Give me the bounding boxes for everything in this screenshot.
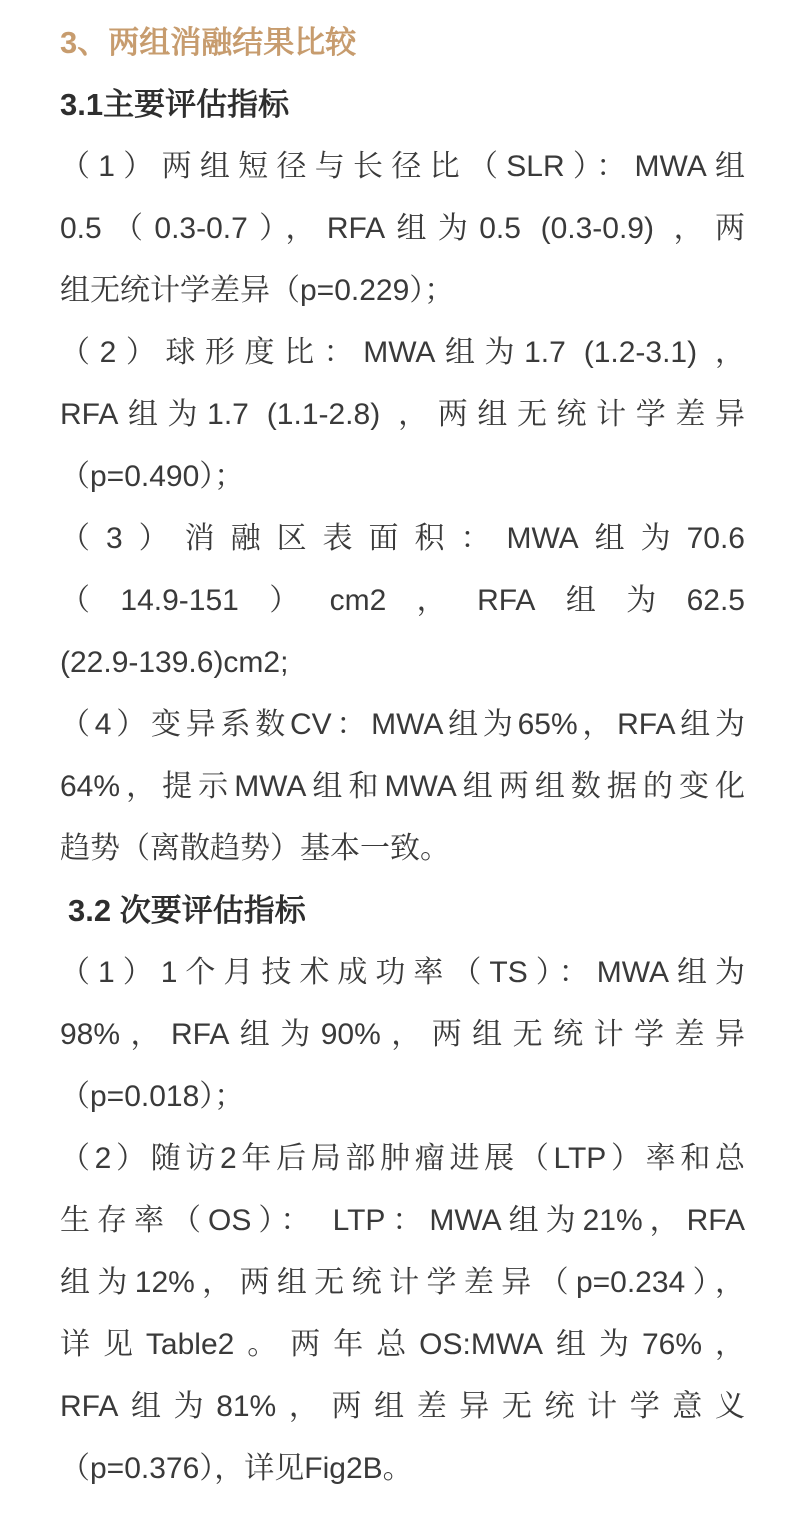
text-line: （1）1个月技术成功率（TS）：MWA组为	[60, 956, 745, 989]
paragraph-ts	[60, 942, 745, 1128]
paragraph-slr	[60, 136, 745, 322]
text-line: 详见Table2。两年总OS:MWA组为76%，	[60, 1328, 745, 1361]
text-line: （2）随访2年后局部肿瘤进展（LTP）率和总	[60, 1142, 745, 1175]
paragraph-cv	[60, 694, 745, 880]
text-line: RFA组为1.7 (1.1-2.8) ，两组无统计学差异	[60, 398, 745, 431]
text-line: （3）消融区表面积：MWA组为70.6	[60, 522, 745, 555]
text-line: 组为12%，两组无统计学差异（p=0.234），	[60, 1266, 745, 1299]
text-line: （1）两组短径与长径比（SLR）：MWA组	[60, 150, 745, 183]
article-section-title: 3、两组消融结果比较	[60, 25, 357, 60]
text-line: 0.5（0.3-0.7），RFA组为0.5 (0.3-0.9) ，两	[60, 212, 745, 245]
text-line: (22.9-139.6)cm2;	[60, 646, 289, 679]
text-line: 98%，RFA组为90%，两组无统计学差异	[60, 1018, 745, 1051]
paragraph-surface-area	[60, 508, 745, 694]
text-line: （4）变异系数CV：MWA组为65%，RFA组为	[60, 708, 745, 741]
text-line: （p=0.376），详见Fig2B。	[60, 1452, 413, 1485]
text-line: （p=0.018）；	[60, 1080, 245, 1113]
text-line: 生存率（OS）： LTP：MWA组为21%，RFA	[60, 1204, 745, 1237]
paragraph-sphericity	[60, 322, 745, 508]
heading-secondary-metrics: 3.2 次要评估指标	[68, 893, 306, 928]
text-line: 组无统计学差异（p=0.229）；	[60, 274, 455, 307]
text-line: （2）球形度比：MWA组为1.7 (1.2-3.1) ，	[60, 336, 745, 369]
paragraph-ltp-os	[60, 1128, 745, 1500]
text-line: 趋势（离散趋势）基本一致。	[60, 832, 450, 865]
text-line: （14.9-151）cm2，RFA组为62.5	[60, 584, 745, 617]
text-line: （p=0.490）；	[60, 460, 245, 493]
heading-primary-metrics: 3.1主要评估指标	[60, 87, 290, 122]
text-line: RFA组为81%，两组差异无统计学意义	[60, 1390, 745, 1423]
text-line: 64%，提示MWA组和MWA组两组数据的变化	[60, 770, 745, 803]
